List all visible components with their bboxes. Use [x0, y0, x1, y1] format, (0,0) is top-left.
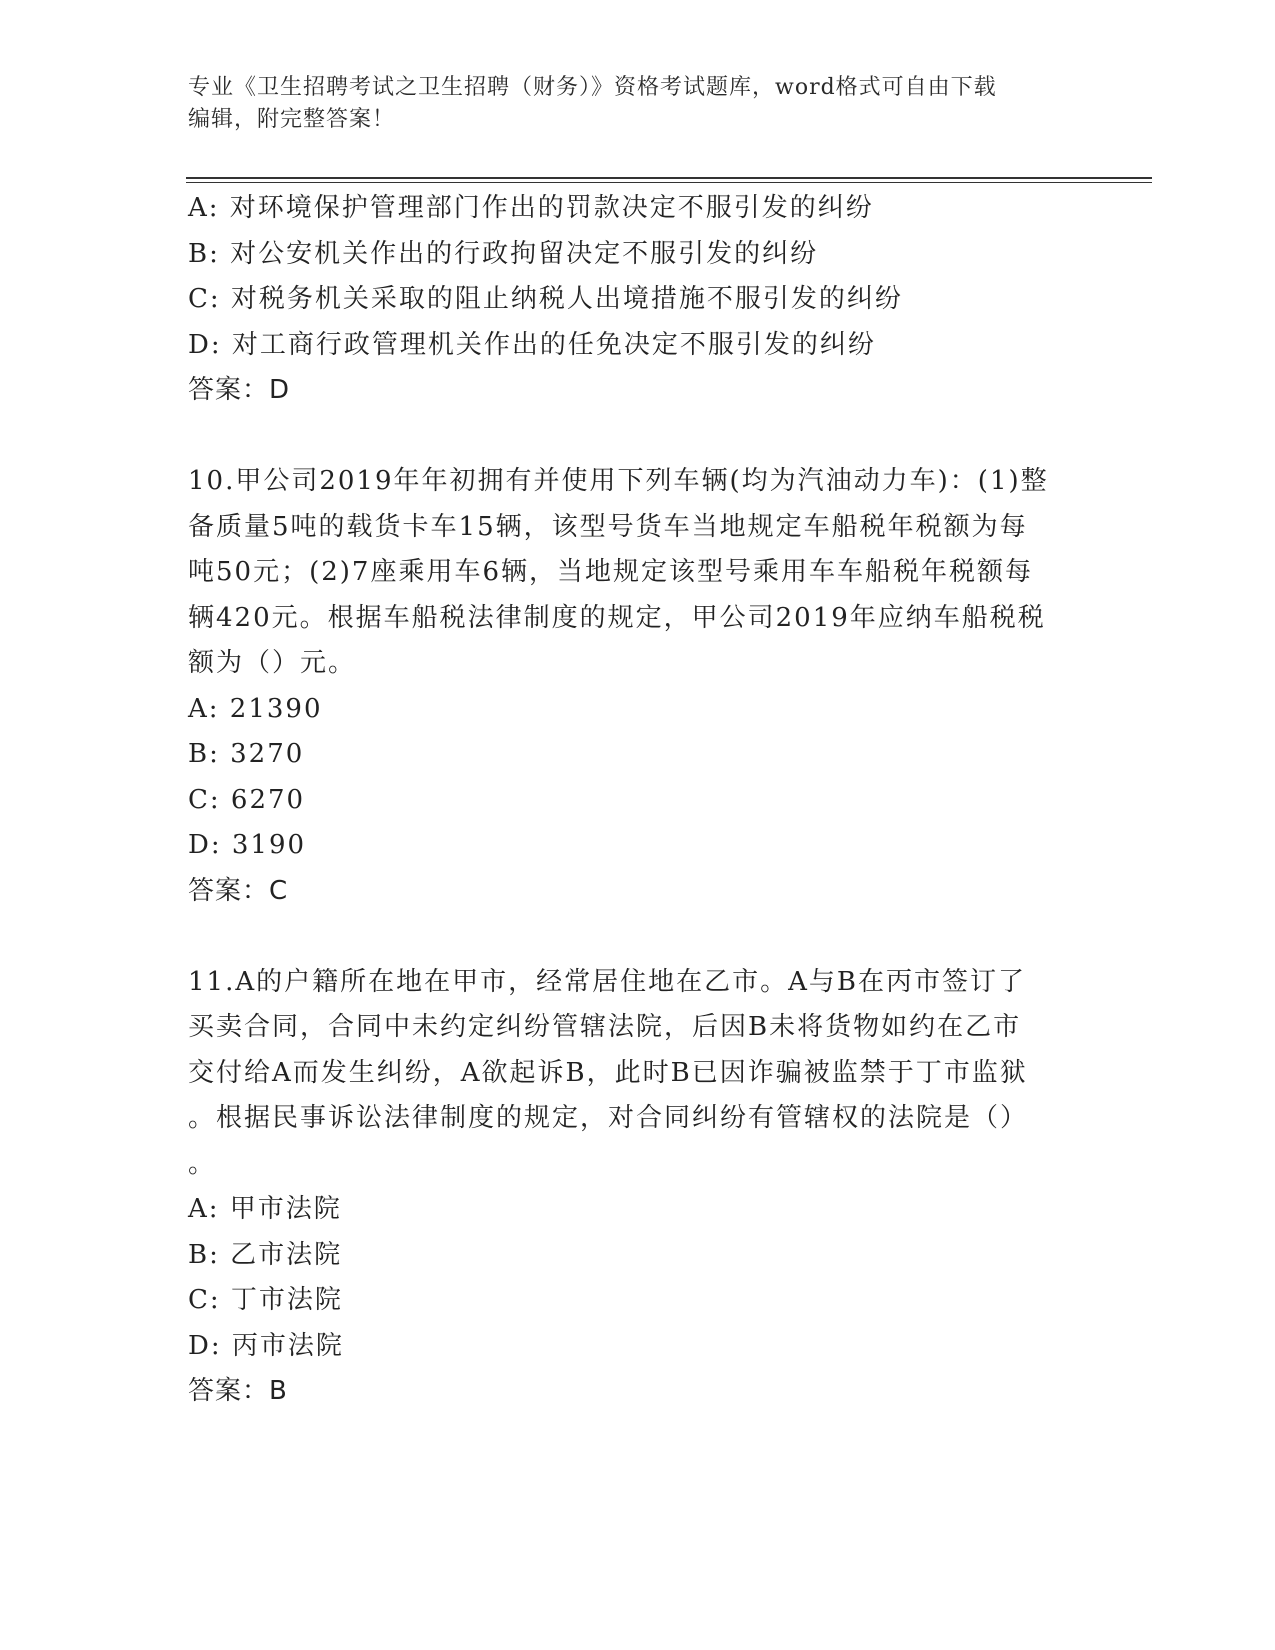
- question-stem-line: 交付给A而发生纠纷，A欲起诉B，此时B已因诈骗被监禁于丁市监狱: [188, 1057, 1028, 1088]
- document-header: [188, 72, 1068, 136]
- question-stem-line: 11.A的户籍所在地在甲市，经常居住地在乙市。A与B在丙市签订了: [188, 966, 1027, 997]
- question-stem-line: 10.甲公司2019年年初拥有并使用下列车辆(均为汽油动力车)：(1)整: [188, 466, 1049, 496]
- answer-line: 答案：B: [188, 1376, 288, 1406]
- option-d: D: 3190: [188, 830, 307, 860]
- answer-line: 答案：D: [188, 375, 291, 405]
- option-a: A: 21390: [188, 693, 323, 724]
- question-11: [188, 960, 1088, 1415]
- option-b: B: 乙市法院: [188, 1239, 343, 1270]
- question-stem-line: 吨50元；(2)7座乘用车6辆，当地规定该型号乘用车车船税年税额每: [188, 557, 1033, 587]
- option-d: D: 丙市法院: [188, 1330, 344, 1361]
- question-stem-line: 辆420元。根据车船税法律制度的规定，甲公司2019年应纳车船税税: [188, 602, 1046, 633]
- question-10: [188, 459, 1088, 914]
- spacer: [188, 414, 1088, 460]
- question-stem-line: 备质量5吨的载货卡车15辆，该型号货车当地规定车船税年税额为每: [188, 511, 1028, 542]
- header-divider-thin: [186, 182, 1152, 183]
- answer-line: 答案：C: [188, 875, 289, 906]
- option-c: C: 6270: [188, 784, 306, 815]
- question-stem-line: 。: [188, 1148, 217, 1179]
- question-9: [188, 186, 1088, 414]
- header-divider-thick: [186, 177, 1152, 179]
- question-stem-line: 额为（）元。: [188, 648, 357, 678]
- option-c: C: 丁市法院: [188, 1285, 343, 1315]
- header-line-1: 专业《卫生招聘考试之卫生招聘（财务）》资格考试题库，word格式可自由下载: [188, 75, 997, 100]
- question-content: [188, 186, 1088, 1415]
- option-a: A: 甲市法院: [188, 1194, 342, 1224]
- question-stem-line: 买卖合同，合同中未约定纠纷管辖法院，后因B未将货物如约在乙市: [188, 1012, 1022, 1042]
- spacer: [188, 914, 1088, 960]
- option-b: B: 对公安机关作出的行政拘留决定不服引发的纠纷: [188, 238, 819, 269]
- option-c: C: 对税务机关采取的阻止纳税人出境措施不服引发的纠纷: [188, 284, 903, 314]
- option-a: A: 对环境保护管理部门作出的罚款决定不服引发的纠纷: [188, 193, 874, 223]
- question-stem-line: 。根据民事诉讼法律制度的规定，对合同纠纷有管辖权的法院是（）: [188, 1103, 1029, 1133]
- header-line-2: 编辑，附完整答案！: [188, 107, 396, 132]
- option-d: D: 对工商行政管理机关作出的任免决定不服引发的纠纷: [188, 329, 876, 360]
- option-b: B: 3270: [188, 739, 305, 769]
